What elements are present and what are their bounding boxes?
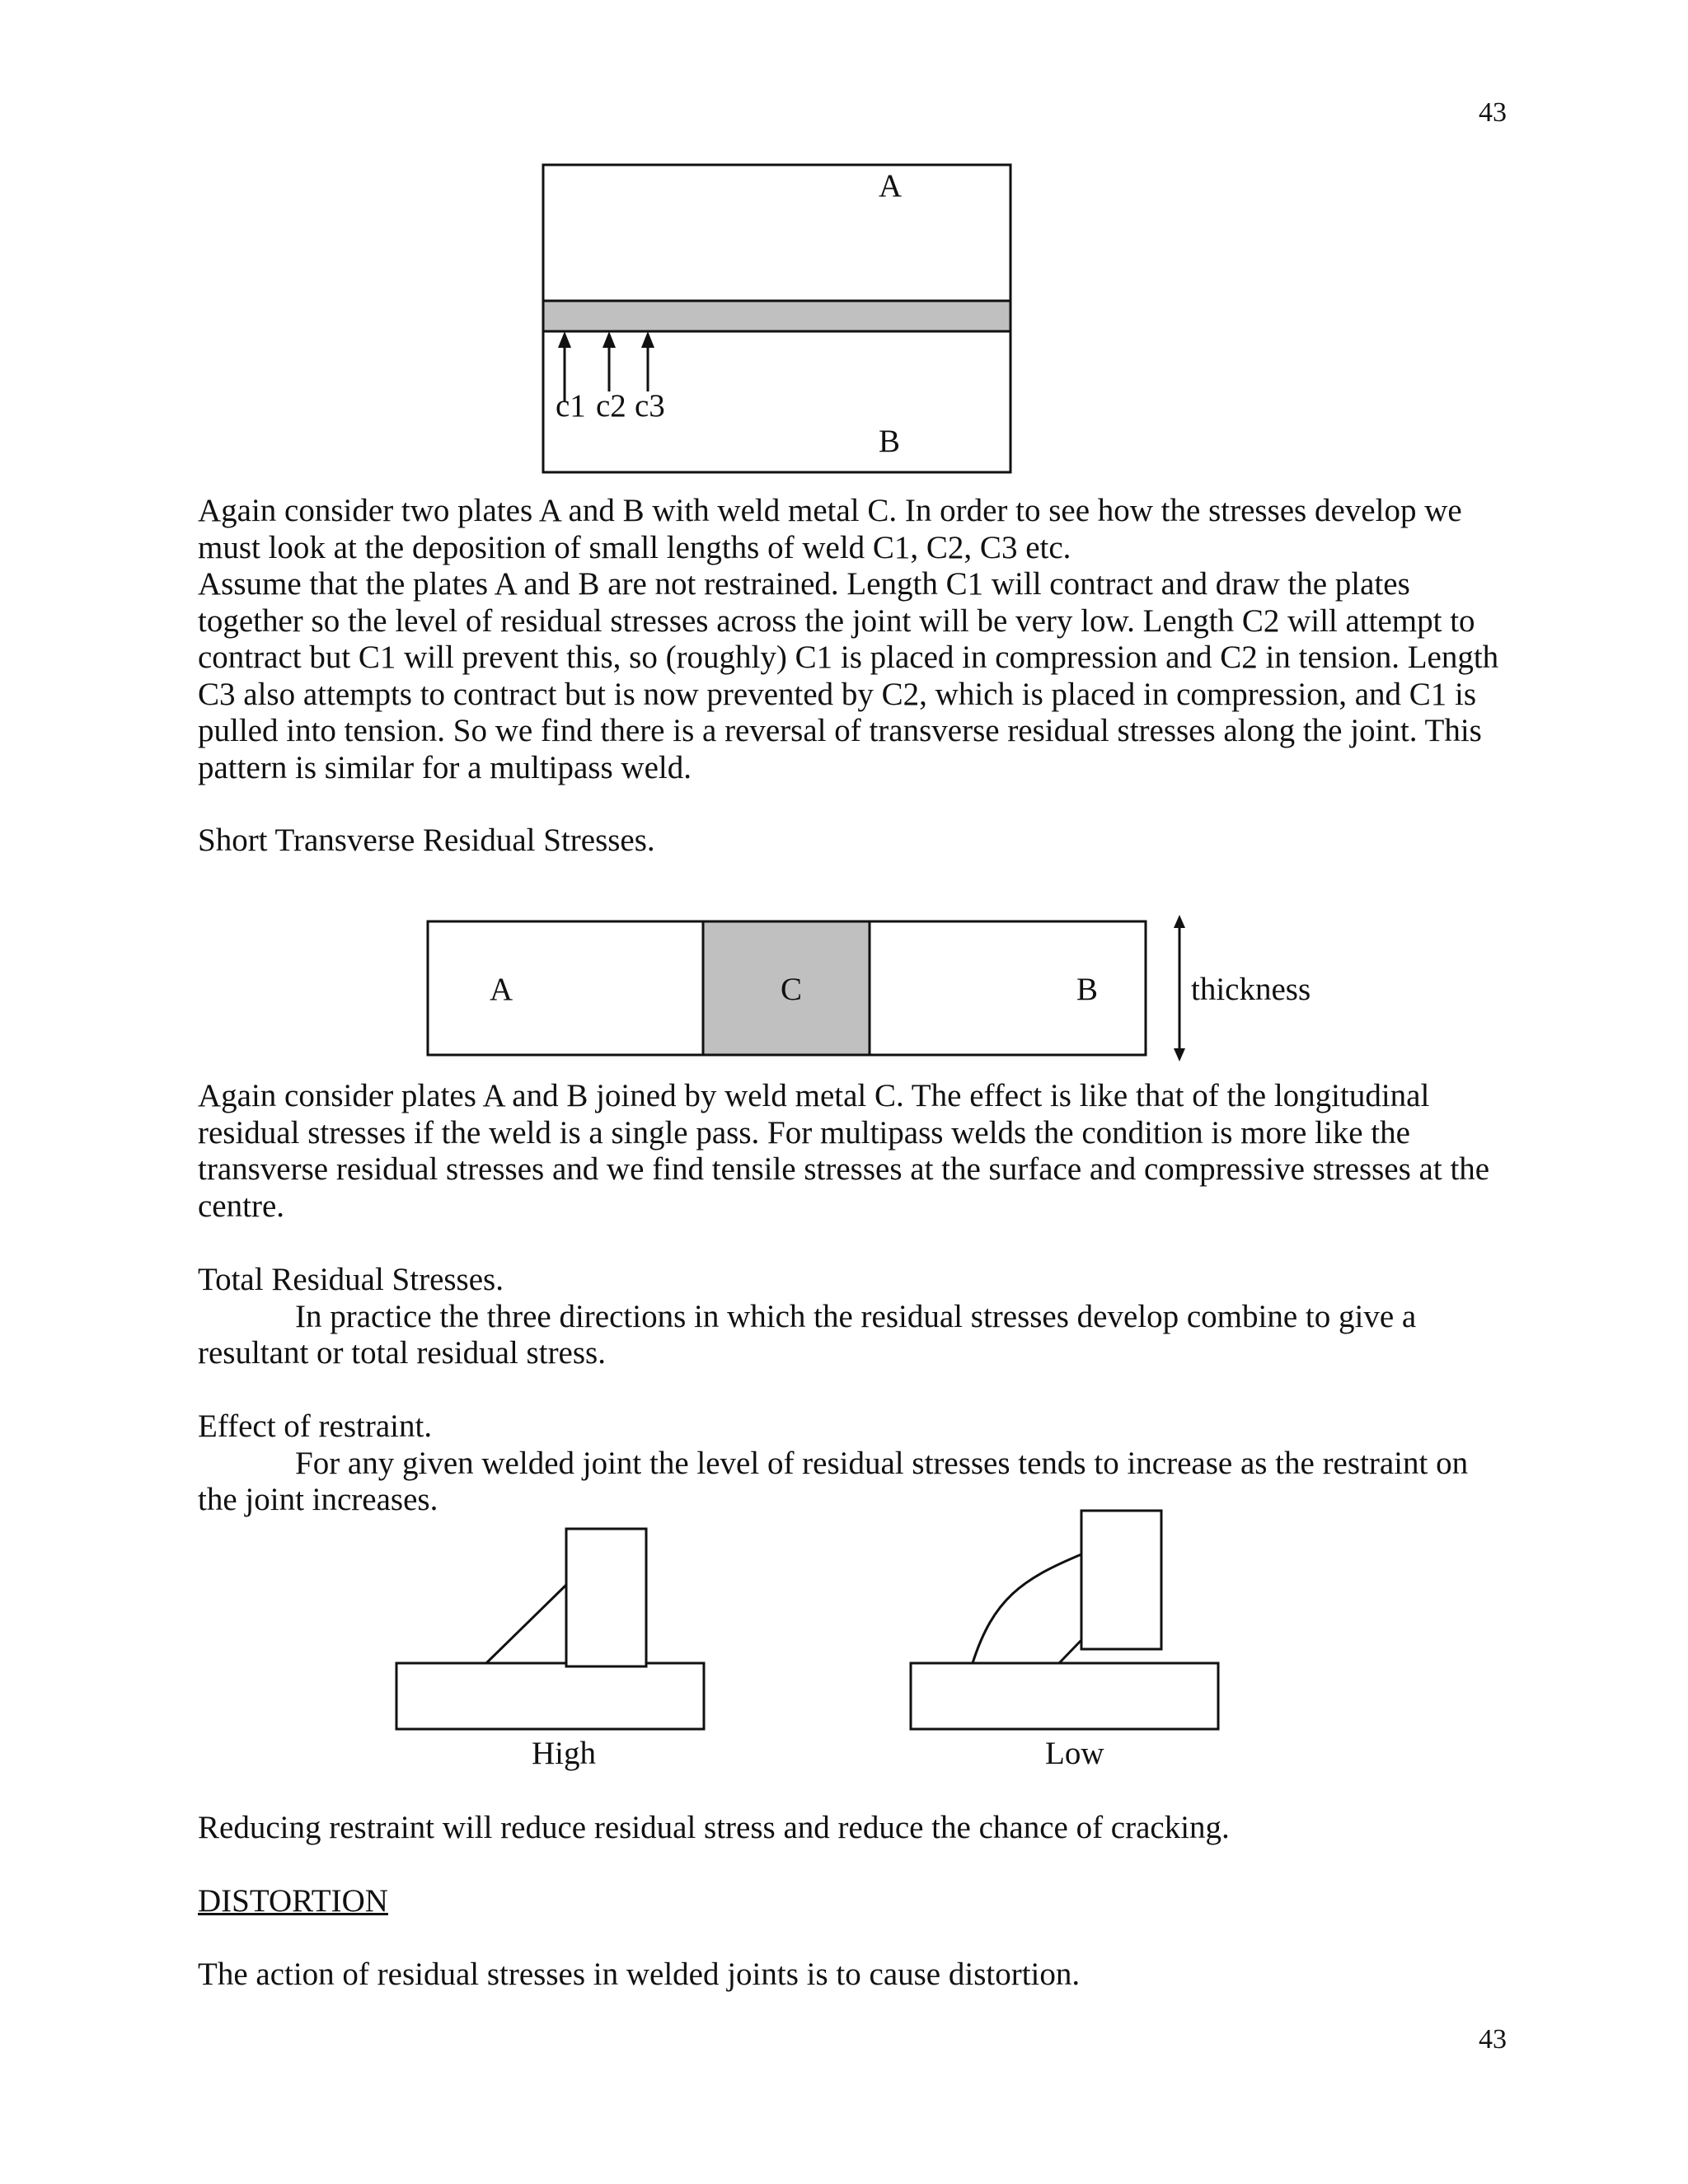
text-line: Again consider two plates A and B with weld metal C. In order to see how the stresses develop we: [198, 493, 1462, 528]
high-base-plate: [396, 1663, 704, 1729]
heading-total-residual: Total Residual Stresses.: [198, 1262, 504, 1297]
text-line: For any given welded joint the level of residual stresses tends to increase as the restraint on: [295, 1445, 1469, 1481]
weld-length-c2-label: c2: [596, 388, 626, 424]
thickness-arrow-top: [1174, 915, 1185, 928]
text-line: contract but C1 will prevent this, so (roughly) C1 is placed in compression and C2 in tension. Length: [198, 640, 1499, 675]
low-weld-fillet: [1059, 1640, 1081, 1663]
figure-thickness-svg: [0, 907, 1688, 1071]
figure-restraint-svg: [0, 1500, 1688, 1747]
figure-weld-lengths-svg: [0, 0, 1688, 494]
text-line: pattern is similar for a multipass weld.: [198, 749, 692, 785]
text-line: pulled into tension. So we find there is a reversal of transverse residual stresses along the joint. This: [198, 713, 1482, 748]
thickness-arrow-bottom: [1174, 1048, 1185, 1062]
paragraph-transverse-explanation: [198, 493, 1533, 786]
weld-strip: [543, 301, 1010, 331]
weld-length-c3-label: c3: [635, 388, 665, 424]
low-base-plate: [911, 1663, 1218, 1729]
high-weld-fillet: [486, 1585, 566, 1663]
text-line: C3 also attempts to contract but is now prevented by C2, which is placed in compression, and C1 is: [198, 676, 1477, 712]
weld-c-label: C: [781, 972, 803, 1007]
thickness-label: thickness: [1191, 972, 1311, 1007]
heading-effect-restraint: Effect of restraint.: [198, 1408, 433, 1444]
arrow-c1-head: [558, 331, 571, 348]
text-line: must look at the deposition of small lengths of weld C1, C2, C3 etc.: [198, 529, 1071, 565]
text-line: centre.: [198, 1188, 285, 1224]
plate-b-label: B: [879, 424, 901, 459]
figure-restraint: [0, 1500, 1688, 1780]
heading-short-transverse: Short Transverse Residual Stresses.: [198, 823, 655, 858]
low-restraint-label: Low: [1045, 1736, 1104, 1771]
page-number-bottom: 43: [1479, 2024, 1507, 2055]
text-line: In practice the three directions in which the residual stresses develop combine to give a: [295, 1298, 1417, 1334]
high-vertical-plate: [566, 1529, 646, 1666]
text-line: transverse residual stresses and we find tensile stresses at the surface and compressive stresses at the: [198, 1151, 1490, 1187]
section-total-residual: [198, 1262, 1533, 1372]
plate-b-label: B: [1076, 972, 1099, 1007]
figure-weld-lengths: [0, 0, 1688, 494]
low-weld-curve: [973, 1554, 1081, 1663]
text-line: resultant or total residual stress.: [198, 1335, 606, 1371]
text-line: together so the level of residual stresses across the joint will be very low. Length C2 will attempt to: [198, 602, 1475, 639]
weld-length-c1-label: c1: [556, 388, 586, 424]
arrow-c3-head: [641, 331, 654, 348]
arrow-c2-head: [603, 331, 616, 348]
low-vertical-plate: [1081, 1511, 1161, 1649]
page-number-top: 43: [1479, 97, 1507, 128]
text-line: residual stresses if the weld is a single pass. For multipass welds the condition is more like the: [198, 1114, 1410, 1151]
paragraph-distortion: The action of residual stresses in welded joints is to cause distortion.: [198, 1957, 1081, 1992]
paragraph-short-transverse: [198, 1078, 1533, 1225]
heading-distortion-text: DISTORTION: [198, 1883, 388, 1919]
plate-a-label: A: [490, 972, 513, 1007]
high-restraint-label: High: [532, 1736, 596, 1771]
heading-distortion: [198, 1883, 1533, 1920]
text-line: Again consider plates A and B joined by weld metal C. The effect is like that of the longitudinal: [198, 1078, 1430, 1113]
plate-a-label: A: [879, 168, 903, 204]
text-line: the joint increases.: [198, 1482, 438, 1517]
text-line: Assume that the plates A and B are not restrained. Length C1 will contract and draw the plates: [198, 566, 1410, 602]
figure-thickness: [0, 907, 1688, 1071]
paragraph-reducing-restraint: Reducing restraint will reduce residual stress and reduce the chance of cracking.: [198, 1810, 1230, 1845]
